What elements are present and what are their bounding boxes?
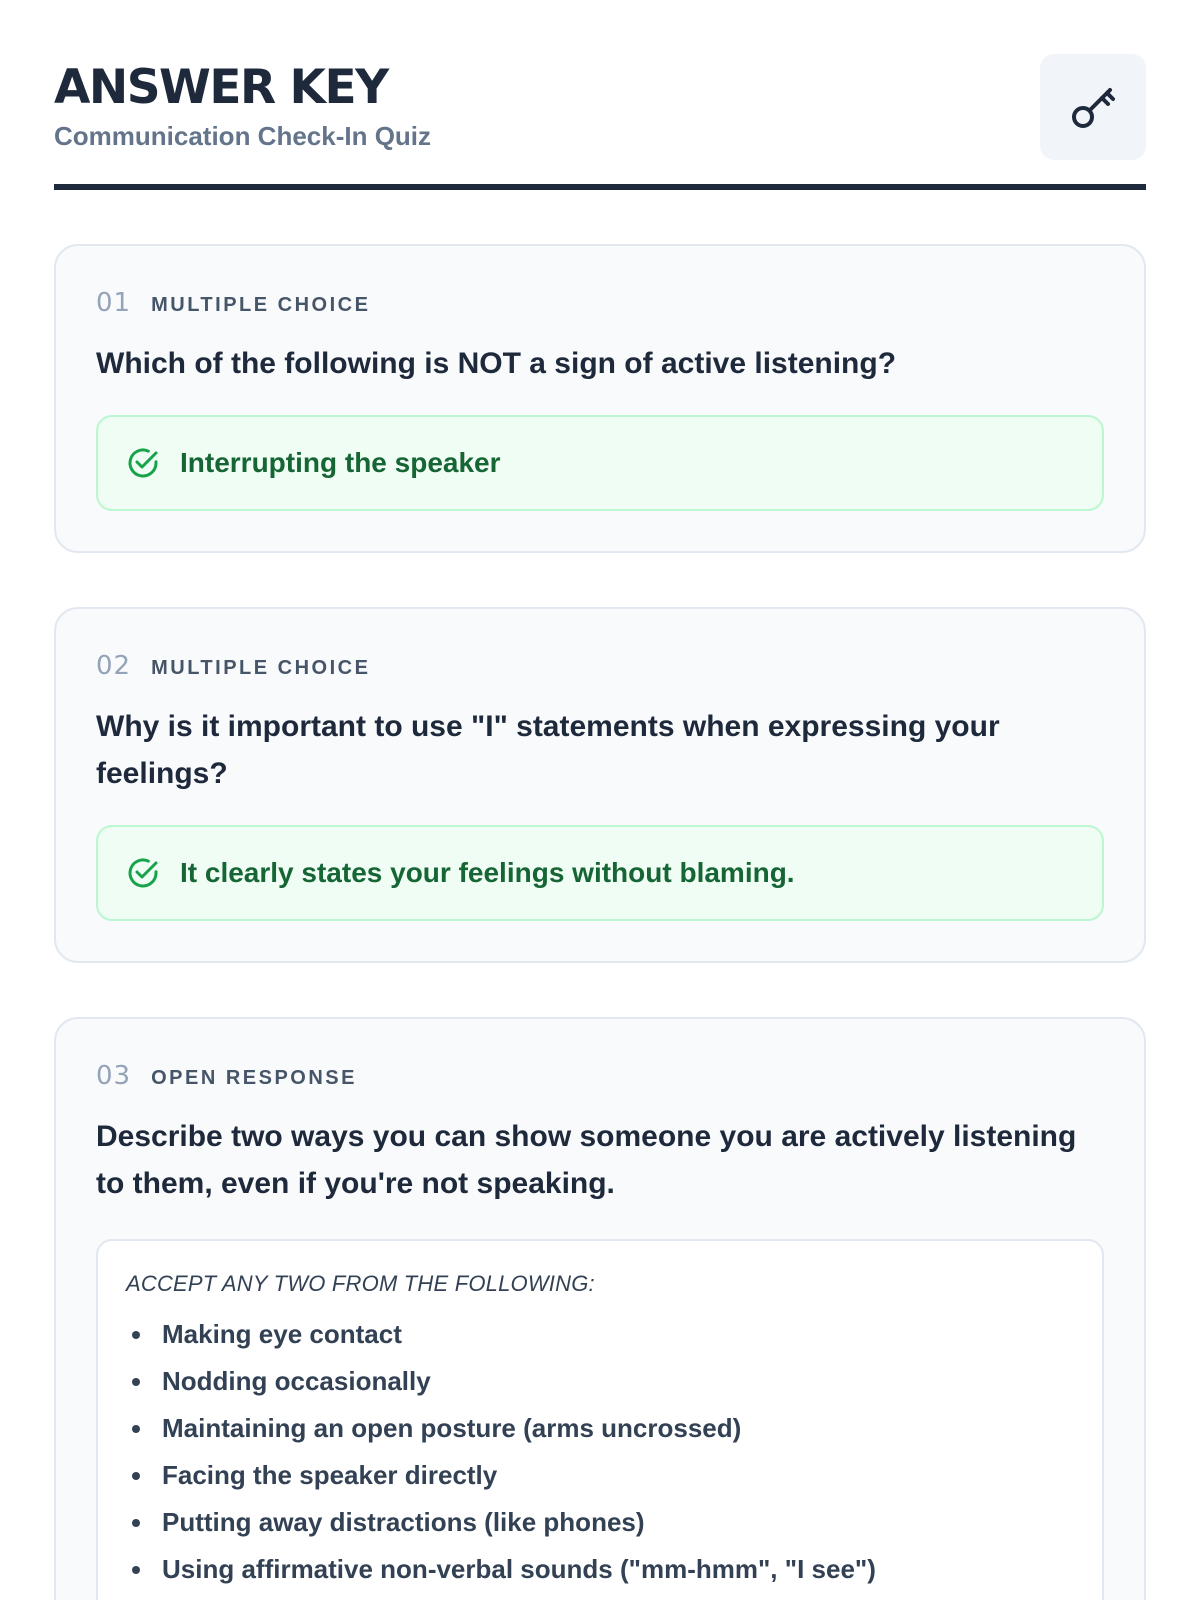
page-subtitle: Communication Check-In Quiz xyxy=(54,121,432,151)
bullet-icon xyxy=(132,1566,140,1574)
list-item-text: Nodding occasionally xyxy=(162,1366,431,1396)
list-item xyxy=(126,1499,1074,1546)
accepted-answers-list xyxy=(126,1311,1074,1593)
check-circle-icon xyxy=(126,856,160,890)
list-item xyxy=(126,1405,1074,1452)
question-number: 02 xyxy=(96,651,132,681)
list-item xyxy=(126,1358,1074,1405)
list-item-text: Maintaining an open posture (arms uncrossed) xyxy=(162,1413,742,1443)
question-card-2 xyxy=(54,607,1146,963)
question-text: Describe two ways you can show someone you are actively listening to them, even if you're not speaking. xyxy=(96,1120,1077,1200)
question-type: MULTIPLE CHOICE xyxy=(151,294,371,316)
question-card-1 xyxy=(54,244,1146,553)
question-type: OPEN RESPONSE xyxy=(151,1067,357,1089)
list-item-text: Facing the speaker directly xyxy=(162,1460,498,1490)
list-item xyxy=(126,1452,1074,1499)
question-header xyxy=(96,288,1104,318)
question-number: 03 xyxy=(96,1061,132,1091)
page-header xyxy=(54,54,1146,190)
accept-label: ACCEPT ANY TWO FROM THE FOLLOWING: xyxy=(126,1271,595,1296)
correct-answer xyxy=(96,825,1104,921)
accepted-answers-box xyxy=(96,1239,1104,1600)
list-item xyxy=(126,1546,1074,1593)
question-header xyxy=(96,1061,1104,1091)
bullet-icon xyxy=(132,1331,140,1339)
question-type: MULTIPLE CHOICE xyxy=(151,657,371,679)
questions-list xyxy=(54,244,1146,1600)
check-circle-icon xyxy=(126,446,160,480)
question-number: 01 xyxy=(96,288,132,318)
list-item-text: Making eye contact xyxy=(162,1319,402,1349)
bullet-icon xyxy=(132,1425,140,1433)
key-button[interactable] xyxy=(1040,54,1146,160)
answer-text: It clearly states your feelings without blaming. xyxy=(180,857,795,888)
page-title: ANSWER KEY xyxy=(54,60,388,115)
question-text: Why is it important to use "I" statements when expressing your feelings? xyxy=(96,710,1000,790)
bullet-icon xyxy=(132,1472,140,1480)
list-item-text: Putting away distractions (like phones) xyxy=(162,1507,645,1537)
question-header xyxy=(96,651,1104,681)
question-text: Which of the following is NOT a sign of active listening? xyxy=(96,347,897,380)
bullet-icon xyxy=(132,1378,140,1386)
key-icon xyxy=(1068,82,1118,132)
answer-text: Interrupting the speaker xyxy=(180,447,501,478)
bullet-icon xyxy=(132,1519,140,1527)
title-block xyxy=(54,54,431,152)
list-item-text: Using affirmative non-verbal sounds ("mm-hmm", "I see") xyxy=(162,1554,876,1584)
correct-answer xyxy=(96,415,1104,511)
list-item xyxy=(126,1311,1074,1358)
question-card-3 xyxy=(54,1017,1146,1600)
